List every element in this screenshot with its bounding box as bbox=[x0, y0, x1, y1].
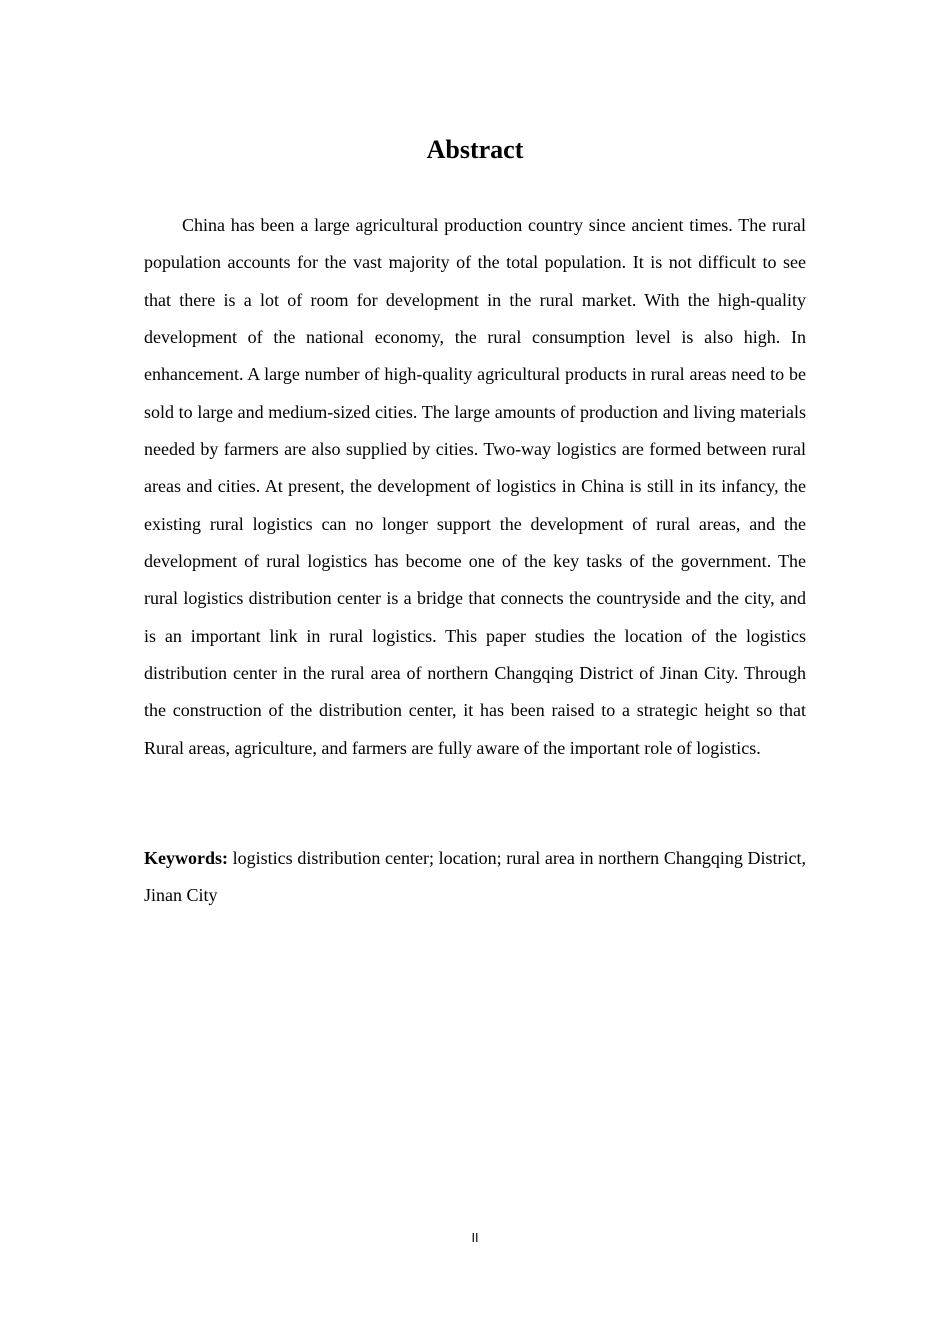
keywords-text: logistics distribution center; location; rural area in northern Changqing District, Jinan City bbox=[144, 848, 806, 906]
page-title: Abstract bbox=[426, 135, 524, 164]
keywords-paragraph bbox=[144, 840, 806, 915]
page-number: II bbox=[471, 1231, 479, 1245]
abstract-paragraph: China has been a large agricultural production country since ancient times. The rural population accounts for the vast majority of the total population. It is not difficult to see that there is a lot of room for development in the rural market. With the high-quality development of the national economy, the rural consumption level is also high. In enhancement. A large number of high-quality agricultural products in rural areas need to be sold to large and medium-sized cities. The large amounts of production and living materials needed by farmers are also supplied by cities. Two-way logistics are formed between rural areas and cities. At present, the development of logistics in China is still in its infancy, the existing rural logistics can no longer support the development of rural areas, and the development of rural logistics has become one of the key tasks of the government. The rural logistics distribution center is a bridge that connects the countryside and the city, and is an important link in rural logistics. This paper studies the location of the logistics distribution center in the rural area of northern Changqing District of Jinan City. Through the construction of the distribution center, it has been raised to a strategic height so that Rural areas, agriculture, and farmers are fully aware of the important role of logistics. bbox=[144, 215, 806, 758]
keywords-label: Keywords: bbox=[144, 848, 228, 868]
